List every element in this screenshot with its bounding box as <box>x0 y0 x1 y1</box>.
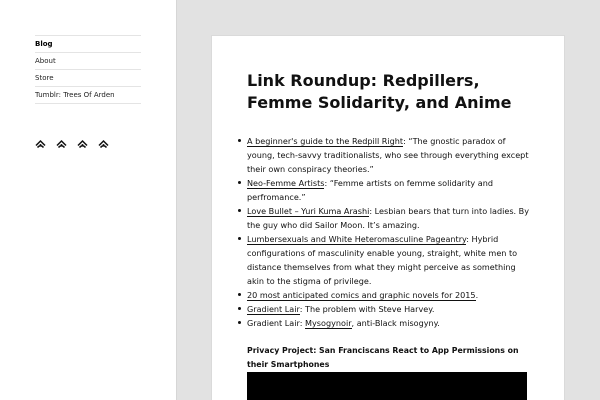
list-item <box>247 204 534 232</box>
social-icon-1[interactable] <box>35 139 46 150</box>
nav-link-about[interactable]: About <box>35 57 56 65</box>
nav-item-about[interactable] <box>35 53 141 70</box>
list-item <box>247 288 534 302</box>
video-embed[interactable] <box>247 372 527 400</box>
list-item <box>247 316 534 330</box>
list-item <box>247 134 534 176</box>
list-item <box>247 302 534 316</box>
nav-item-store[interactable] <box>35 70 141 87</box>
video-heading: Privacy Project: San Franciscans React to App Permissions on their Smartphones <box>247 346 519 369</box>
article-card <box>211 35 565 400</box>
link-prefix: Gradient Lair: <box>247 318 306 328</box>
link-mysogynoir[interactable]: Mysogynoir <box>305 318 352 328</box>
nav-link-store[interactable]: Store <box>35 74 54 82</box>
site-nav <box>35 35 141 104</box>
link-gradient-lair[interactable]: Gradient Lair <box>247 304 300 314</box>
link-description: , anti-Black misogyny. <box>351 318 440 328</box>
link-description: : Lesbian bears that turn into ladies. By the guy who did Sailor Moon. It’s amazing. <box>247 206 530 230</box>
link-lumbersexuals[interactable]: Lumbersexuals and White Heteromasculine Pageantry <box>247 234 467 244</box>
link-love-bullet[interactable]: Love Bullet – Yuri Kuma Arashi <box>247 206 370 216</box>
link-redpill-guide[interactable]: A beginner's guide to the Redpill Right <box>247 136 404 146</box>
link-description: : “The gnostic paradox of young, tech-savvy traditionalists, who see through everything except their own conspiracy theories.” <box>247 136 529 174</box>
link-description: : “Femme artists on femme solidarity and perfromance.” <box>247 178 494 202</box>
link-description: : The problem with Steve Harvey. <box>299 304 435 314</box>
nav-link-tumblr[interactable]: Tumblr: Trees Of Arden <box>35 91 115 99</box>
link-comics-2015[interactable]: 20 most anticipated comics and graphic novels for 2015 <box>247 290 476 300</box>
link-description: . <box>475 290 479 300</box>
social-icon-3[interactable] <box>77 139 88 150</box>
sidebar <box>0 0 177 400</box>
social-icon-2[interactable] <box>56 139 67 150</box>
list-item <box>247 232 534 288</box>
list-item <box>247 176 534 204</box>
post-title[interactable]: Link Roundup: Redpillers, Femme Solidarity, and Anime <box>247 71 512 112</box>
social-links <box>35 139 119 150</box>
social-icon-4[interactable] <box>98 139 109 150</box>
nav-link-blog[interactable]: Blog <box>35 40 53 48</box>
nav-item-tumblr[interactable] <box>35 87 141 104</box>
link-description: : Hybrid configurations of masculinity enable young, straight, white men to distance themselves from what they might perceive as something akin to the stigma of privilege. <box>247 234 518 286</box>
nav-item-blog[interactable] <box>35 36 141 53</box>
link-neo-femme[interactable]: Neo-Femme Artists <box>247 178 325 188</box>
link-list <box>247 134 534 330</box>
